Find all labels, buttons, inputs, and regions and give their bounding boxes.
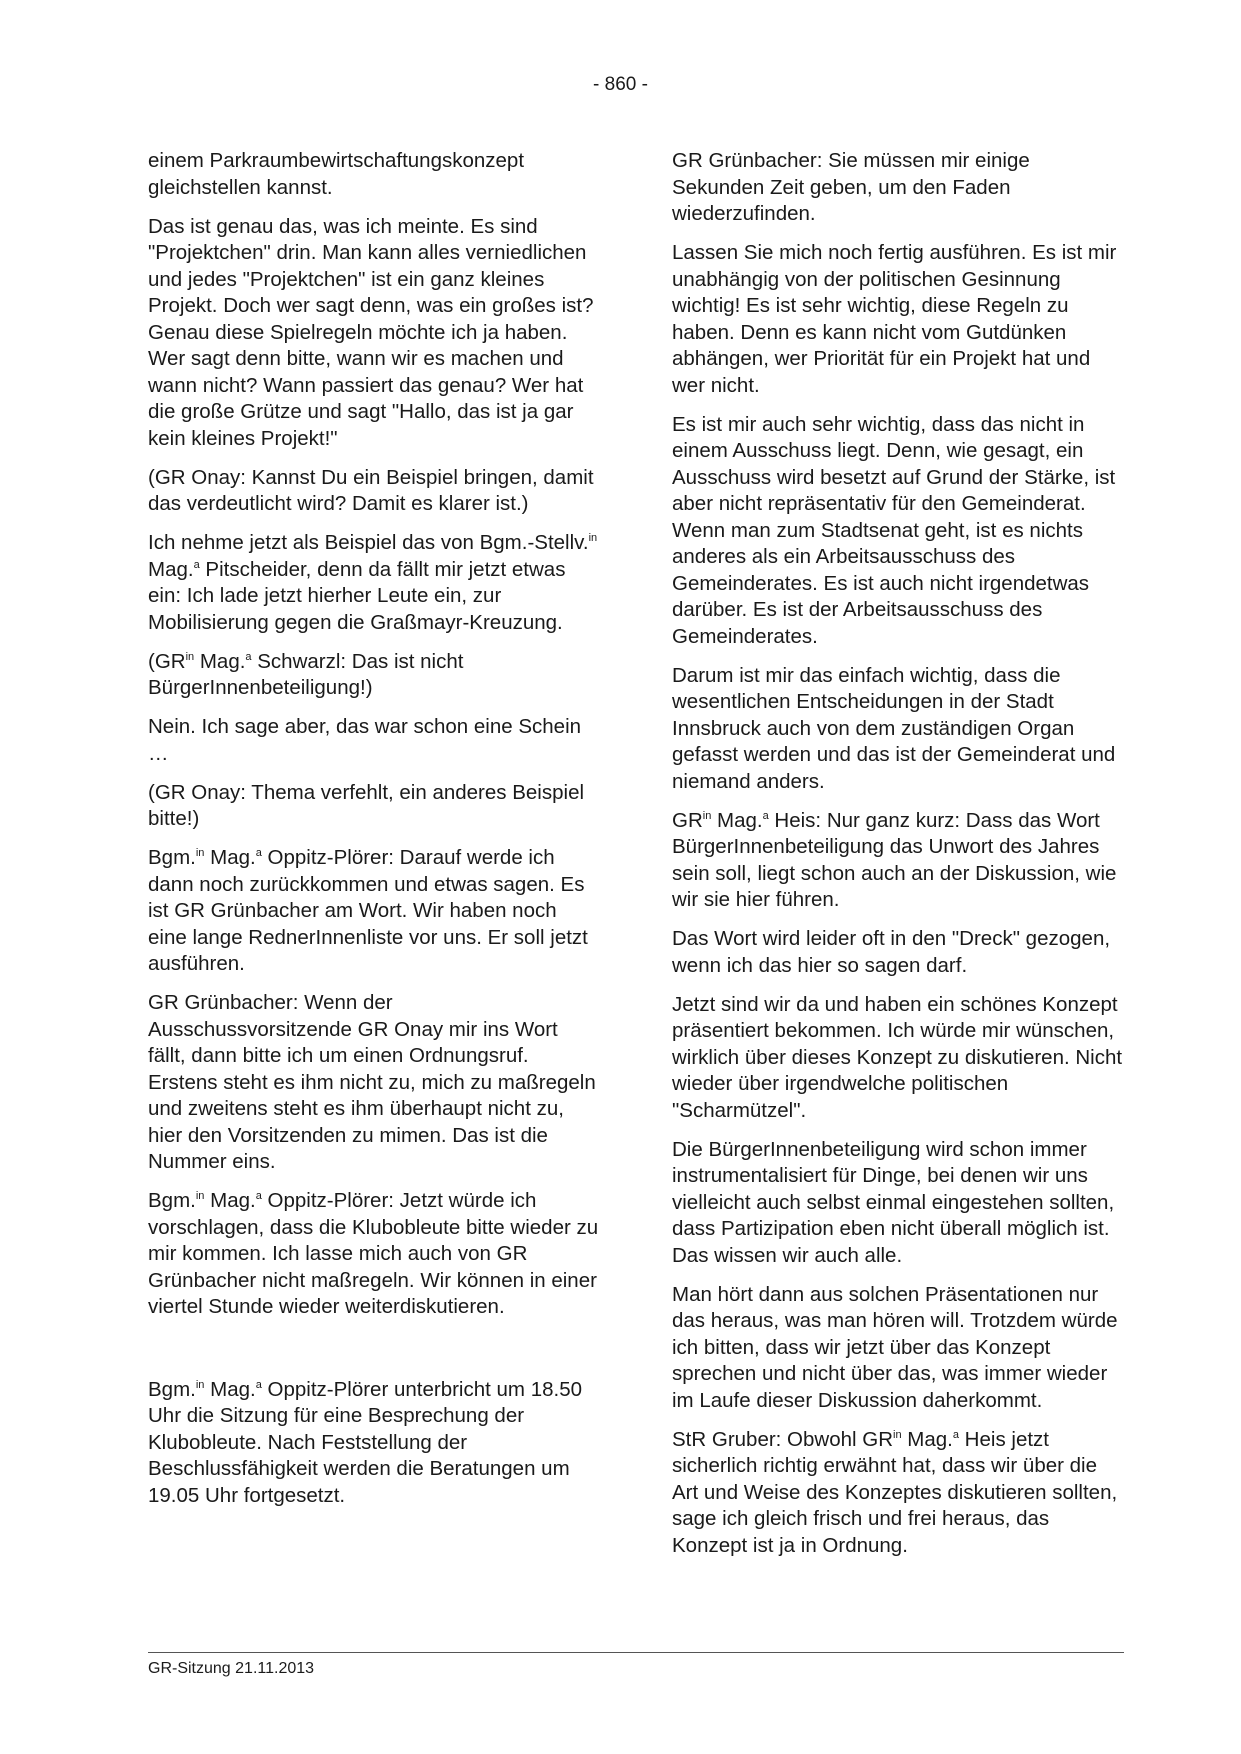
speaker-paragraph: StR Gruber: Obwohl $GR^{in}$ Mag.$^a$ Heis jetzt sicherlich richtig erwähnt hat, dass wir über die Art und Weise des Konzeptes diskutieren sollten, sage ich gleich frisch und frei heraus, das Konzept ist ja in Ordnung. [672,1427,1118,1557]
speaker-paragraph: Bgm.$^{in}$ Mag.$^a$ Oppitz-Plörer: Jetzt würde ich vorschlagen, dass die Klubobleute bitte wieder zu mir kommen. Ich lasse mich auch von GR Grünbacher nicht maßregeln. Wir können in einer viertel Stunde wieder weiterdiskutieren. [148,1189,599,1318]
speaker-paragraph: Bgm.$^{in}$ Mag.$^a$ Oppitz-Plörer: Darauf werde ich dann noch zurückkommen und etwas sagen. Es ist GR Grünbacher am Wort. Wir haben noch eine lange RednerInnenliste vor uns. Er soll jetzt ausführen. [148,846,588,975]
paragraph: Es ist mir auch sehr wichtig, dass das nicht in einem Ausschuss liegt. Denn, wie gesagt, ein Ausschuss wird besetzt auf Grund der Stärke, ist aber nicht repräsentativ für den Gemeinderat. Wenn man zum Stadtsenat geht, ist es nichts anderes als ein Arbeitsausschuss des Gemeinderates. Es ist auch nicht irgendetwas darüber. Es ist der Arbeitsausschuss des Gemeinderates. [672,412,1116,648]
speaker-paragraph: GR Grünbacher: Wenn der Ausschussvorsitzende GR Onay mir ins Wort fällt, dann bitte ich um einen Ordnungsruf. Erstens steht es ihm nicht zu, mich zu maßregeln und zweitens steht es ihm überhaupt nicht zu, hier den Vorsitzenden zu mimen. Das ist die Nummer eins. [148,991,596,1173]
paragraph: einem Parkraumbewirtschaftungskonzept gleichstellen kannst. [148,149,525,199]
page-number: - 860 - [593,74,648,95]
paragraph: Man hört dann aus solchen Präsentationen nur das heraus, was man hören will. Trotzdem würde ich bitten, dass wir jetzt über das Konzept sprechen und nicht über das, was immer wieder im Laufe dieser Diskussion daherkommt. [672,1282,1118,1412]
paragraph: Ich nehme jetzt als Beispiel das von Bgm.-Stellv.$^{in}$ Mag.$^a$ Pitscheider, denn da fällt mir jetzt etwas ein: Ich lade jetzt hierher Leute ein, zur Mobilisierung gegen die Graßmayr-Kreuzung. [148,531,598,634]
paragraph: Das ist genau das, was ich meinte. Es sind "Projektchen" drin. Man kann alles verniedlichen und jedes "Projektchen" ist ein ganz kleines Projekt. Doch wer sagt denn, was ein großes ist? Genau diese Spielregeln möchte ich ja haben. Wer sagt denn bitte, wann wir es machen und wann nicht? Wann passiert das genau? Wer hat die große Grütze und sagt "Hallo, das ist ja gar kein kleines Projekt!" [148,214,594,450]
interjection: (GR Onay: Kannst Du ein Beispiel bringen, damit das verdeutlicht wird? Damit es klarer ist.) [148,465,594,515]
session-note: Bgm.$^{in}$ Mag.$^a$ Oppitz-Plörer unterbricht um 18.50 Uhr die Sitzung für eine Besprechung der Klubobleute. Nach Feststellung der Beschlussfähigkeit werden die Beratungen um 19.05 Uhr fortgesetzt. [148,1377,583,1507]
interjection: ($GR^{in}$ Mag.$^a$ Schwarzl: Das ist nicht BürgerInnenbeteiligung!) [148,649,464,699]
paragraph: Das Wort wird leider oft in den "Dreck" gezogen, wenn ich das hier so sagen darf. [672,927,1111,977]
paragraph: Jetzt sind wir da und haben ein schönes Konzept präsentiert bekommen. Ich würde mir wünschen, wirklich über dieses Konzept zu diskutieren. Nicht wieder über irgendwelche politischen "Scharmützel". [672,992,1123,1122]
paragraph: Darum ist mir das einfach wichtig, dass die wesentlichen Entscheidungen in der Stadt Innsbruck auch von dem zuständigen Organ gefasst werden und das ist der Gemeinderat und niemand anders. [672,663,1116,793]
left-column [148,148,600,1522]
speaker-paragraph: $GR^{in}$ Mag.$^a$ Heis: Nur ganz kurz: Dass das Wort BürgerInnenbeteiligung das Unwort des Jahres sein soll, liegt schon auch an der Diskussion, wie wir sie hier führen. [672,808,1117,911]
footer-divider [148,1652,1124,1653]
speaker-paragraph: GR Grünbacher: Sie müssen mir einige Sekunden Zeit geben, um den Faden wiederzufinden. [672,149,1030,225]
right-column [672,148,1124,1572]
interjection: (GR Onay: Thema verfehlt, ein anderes Beispiel bitte!) [148,780,585,830]
footer-text: GR-Sitzung 21.11.2013 [148,1660,315,1677]
paragraph: Die BürgerInnenbeteiligung wird schon immer instrumentalisiert für Dinge, bei denen wir uns vielleicht auch selbst einmal eingestehen sollten, dass Partizipation eben nicht überall möglich ist. Das wissen wir auch alle. [672,1137,1115,1267]
paragraph: Nein. Ich sage aber, das war schon eine Schein … [148,715,582,765]
paragraph: Lassen Sie mich noch fertig ausführen. Es ist mir unabhängig von der politischen Gesinnung wichtig! Es ist sehr wichtig, diese Regeln zu haben. Denn es kann nicht vom Gutdünken abhängen, wer Priorität für ein Projekt hat und wer nicht. [672,241,1117,397]
